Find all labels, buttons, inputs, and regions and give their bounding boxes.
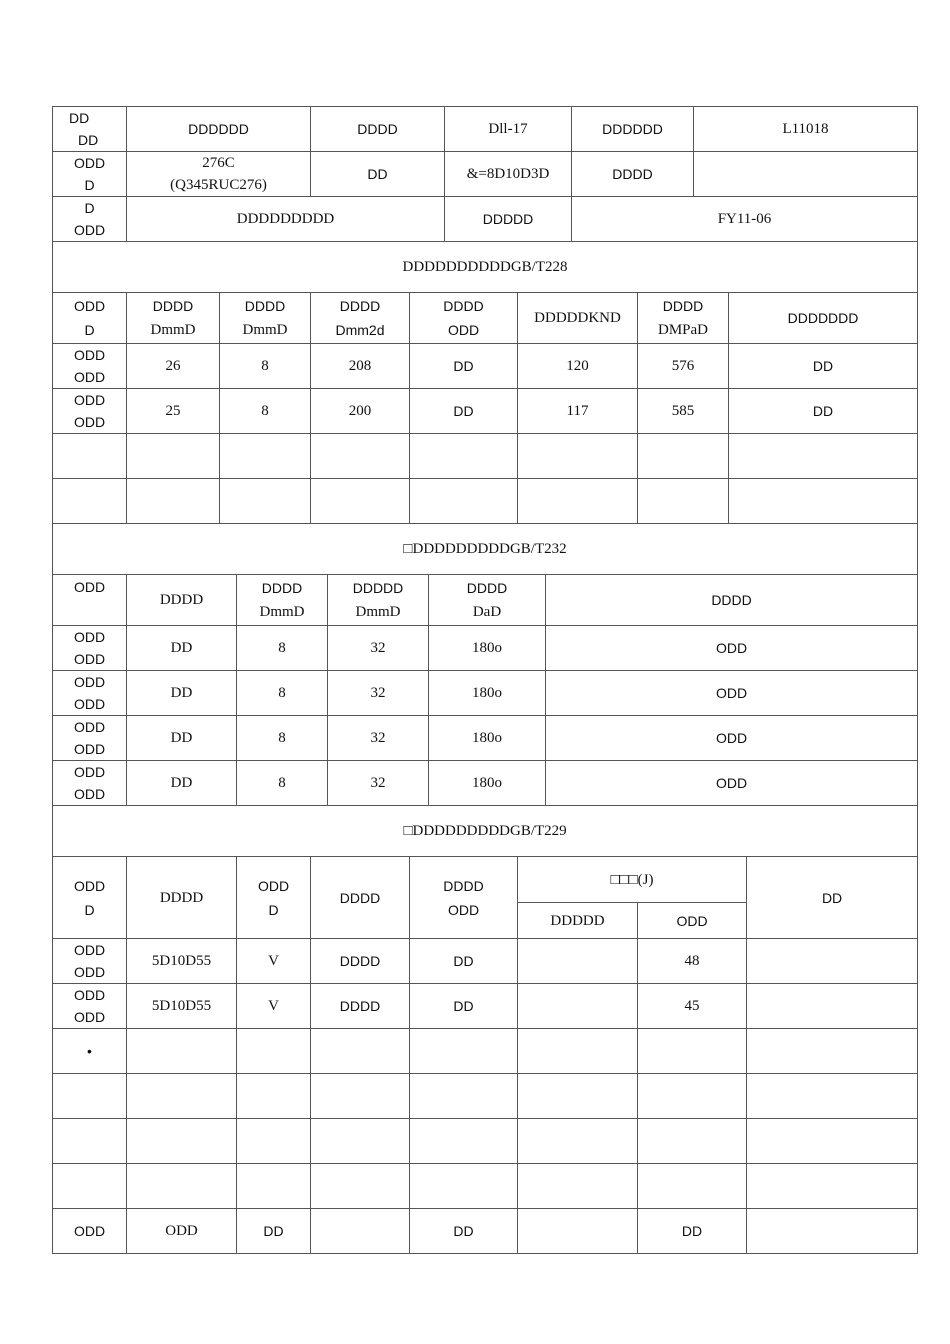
thickness-value: &=8D10D3D: [445, 152, 572, 197]
table-cell: 117: [518, 389, 638, 434]
signature-cell: DD: [237, 1209, 311, 1254]
empty-cell: [518, 434, 638, 479]
cell-line: ODD: [73, 964, 106, 980]
table-cell: DD: [127, 671, 237, 716]
tensile-header-row: [53, 293, 918, 344]
impact-col-header: [53, 857, 127, 939]
empty-row: [53, 1029, 918, 1074]
table-cell: [53, 671, 127, 716]
col-header-line: DDDD: [152, 298, 194, 314]
table-cell: 200: [311, 389, 410, 434]
table-row: [53, 939, 918, 984]
header-label: DDDD: [572, 152, 694, 197]
empty-cell: [53, 434, 127, 479]
cell-line: ODD: [73, 347, 106, 363]
col-header-line: ODD: [73, 298, 106, 314]
table-cell: [53, 984, 127, 1029]
empty-cell: [410, 1119, 518, 1164]
col-header-line: DDDDD: [352, 580, 404, 596]
empty-cell: [747, 1164, 918, 1209]
table-row: [53, 671, 918, 716]
empty-cell: [638, 479, 729, 524]
empty-cell: [311, 1029, 410, 1074]
col-header-line: DDDD: [662, 298, 704, 314]
col-header-line: DMPaD: [657, 322, 708, 338]
col-header-line2: D: [84, 901, 95, 918]
col-header-line: DDDD: [244, 298, 286, 314]
impact-col-header: [410, 857, 518, 939]
table-cell: DD: [410, 389, 518, 434]
bullet-mark: •: [53, 1029, 127, 1074]
impact-col-header: DD: [747, 857, 918, 939]
empty-cell: [53, 1119, 127, 1164]
col-header-line: DDDD: [466, 580, 508, 596]
table-cell: DDDD: [311, 939, 410, 984]
empty-cell: [311, 434, 410, 479]
table-cell: [518, 939, 638, 984]
table-cell: 32: [328, 626, 429, 671]
cell-line: ODD: [73, 369, 106, 385]
col-header-line2: ODD: [447, 901, 480, 918]
col-header-line: DmmD: [259, 604, 305, 620]
empty-cell: [518, 1119, 638, 1164]
header-label-cell: [53, 152, 127, 197]
material-grade-line1: 276C: [202, 155, 235, 171]
table-cell: 8: [220, 344, 311, 389]
cell-line: ODD: [73, 392, 106, 408]
table-cell: [53, 761, 127, 806]
empty-cell: [127, 1074, 237, 1119]
table-cell: [53, 626, 127, 671]
table-cell: DD: [410, 984, 518, 1029]
table-cell: 32: [328, 761, 429, 806]
table-cell: 208: [311, 344, 410, 389]
table-cell: DD: [127, 626, 237, 671]
table-cell: 26: [127, 344, 220, 389]
col-header-line: DmmD: [242, 322, 288, 338]
signature-cell: DD: [410, 1209, 518, 1254]
col-header-line: DDDD: [339, 298, 381, 314]
table-cell: 8: [237, 716, 328, 761]
empty-cell: [237, 1164, 311, 1209]
header-label-line1: DD: [69, 110, 90, 126]
empty-row: [53, 479, 918, 524]
signature-cell: [311, 1209, 410, 1254]
table-cell: ODD: [546, 761, 918, 806]
table-row: [53, 344, 918, 389]
table-cell: DD: [410, 939, 518, 984]
empty-cell: [410, 479, 518, 524]
empty-cell: [747, 1074, 918, 1119]
bend-col-header: [53, 575, 127, 626]
signature-cell: [747, 1209, 918, 1254]
impact-col-header: DDDD: [127, 857, 237, 939]
cell-line: ODD: [73, 764, 106, 780]
empty-cell: [747, 1119, 918, 1164]
signature-cell: ODD: [53, 1209, 127, 1254]
empty-cell: [729, 479, 918, 524]
table-cell: DDDD: [311, 984, 410, 1029]
empty-cell: [747, 1029, 918, 1074]
header-label: DDDDD: [445, 197, 572, 242]
signature-cell: [518, 1209, 638, 1254]
table-cell: 32: [328, 671, 429, 716]
empty-cell: [638, 1164, 747, 1209]
tensile-col-header: [127, 293, 220, 344]
empty-cell: [638, 1029, 747, 1074]
tensile-col-header: [518, 293, 638, 344]
cell-line: ODD: [73, 786, 106, 802]
empty-cell: [220, 434, 311, 479]
header-label: DD: [311, 152, 445, 197]
empty-cell: [53, 1074, 127, 1119]
col-header-line: DDDDDKND: [534, 310, 621, 326]
impact-col-header: DDDD: [311, 857, 410, 939]
impact-col-header: [237, 857, 311, 939]
table-cell: 180o: [429, 626, 546, 671]
col-header-line: DDDD: [261, 580, 303, 596]
header-label: DDDDDD: [572, 107, 694, 152]
empty-cell: [638, 1119, 747, 1164]
empty-cell: [53, 1164, 127, 1209]
impact-energy-header: □□□(J): [518, 857, 747, 903]
empty-cell: [237, 1119, 311, 1164]
col-header-line1: DDDD: [443, 877, 484, 894]
table-cell: ODD: [546, 671, 918, 716]
impact-table: [52, 805, 918, 1254]
table-row: [53, 626, 918, 671]
col-header-line1: ODD: [257, 877, 290, 894]
empty-cell: [638, 1074, 747, 1119]
empty-cell: [311, 1074, 410, 1119]
col-header-line: DDDD: [443, 298, 484, 314]
report-page: [52, 106, 917, 1254]
empty-row: [53, 1119, 918, 1164]
table-cell: 5D10D55: [127, 984, 237, 1029]
bend-table: [52, 523, 918, 806]
table-cell: DD: [127, 716, 237, 761]
table-cell: [53, 389, 127, 434]
empty-cell: [410, 434, 518, 479]
col-header-line: DaD: [472, 604, 502, 620]
table-cell: V: [237, 984, 311, 1029]
empty-cell: [127, 434, 220, 479]
empty-cell: [518, 479, 638, 524]
table-cell: V: [237, 939, 311, 984]
header-label: DDDD: [311, 107, 445, 152]
table-row: [53, 761, 918, 806]
bend-section-title: □DDDDDDDDDGB/T232: [53, 524, 918, 575]
empty-cell: [237, 1029, 311, 1074]
bend-col-header: [546, 575, 918, 626]
bend-col-header: [127, 575, 237, 626]
col-header-line: DmmD: [150, 322, 196, 338]
table-cell: [53, 939, 127, 984]
header-empty: [694, 152, 918, 197]
table-cell: 8: [237, 671, 328, 716]
cell-line: ODD: [73, 629, 106, 645]
table-cell: ODD: [546, 716, 918, 761]
tensile-col-header: [729, 293, 918, 344]
header-value: Dll-17: [445, 107, 572, 152]
table-cell: 8: [237, 626, 328, 671]
tensile-col-header: [220, 293, 311, 344]
col-header-line: DmmD: [355, 604, 401, 620]
empty-cell: [729, 434, 918, 479]
cell-line: ODD: [73, 987, 106, 1003]
tensile-col-header: [311, 293, 410, 344]
table-cell: 48: [638, 939, 747, 984]
col-header-line: DDDD: [159, 592, 204, 608]
tensile-col-header: [638, 293, 729, 344]
empty-cell: [410, 1074, 518, 1119]
tensile-table: [52, 241, 918, 524]
col-header-line1: ODD: [73, 877, 106, 894]
tensile-body: [53, 344, 918, 524]
header-label-cell: [53, 107, 127, 152]
empty-cell: [127, 1119, 237, 1164]
table-row: [53, 984, 918, 1029]
bend-col-header: [237, 575, 328, 626]
signature-cell: ODD: [127, 1209, 237, 1254]
table-row: [53, 716, 918, 761]
header-label-cell: [53, 197, 127, 242]
header-label-line2: DD: [78, 132, 99, 148]
col-header-line: DDDD: [711, 592, 752, 608]
table-cell: DD: [729, 344, 918, 389]
header-label-line2: ODD: [73, 222, 106, 238]
bend-col-header: [429, 575, 546, 626]
header-value: DDDDDD: [127, 107, 311, 152]
table-cell: [53, 716, 127, 761]
empty-row: [53, 1074, 918, 1119]
table-cell: 8: [237, 761, 328, 806]
material-grade: [127, 152, 311, 197]
cell-line: ODD: [73, 651, 106, 667]
table-cell: 180o: [429, 716, 546, 761]
cell-line: ODD: [73, 719, 106, 735]
cell-line: ODD: [73, 942, 106, 958]
header-value: DDDDDDDDD: [127, 197, 445, 242]
table-cell: 8: [220, 389, 311, 434]
impact-subcol-header: DDDDD: [518, 903, 638, 939]
empty-cell: [638, 434, 729, 479]
col-header-line: Dmm2d: [335, 322, 385, 338]
cell-line: ODD: [73, 414, 106, 430]
table-cell: 180o: [429, 761, 546, 806]
table-cell: [747, 984, 918, 1029]
bend-header-row: [53, 575, 918, 626]
table-cell: 585: [638, 389, 729, 434]
empty-cell: [127, 1164, 237, 1209]
empty-cell: [410, 1164, 518, 1209]
cell-line: ODD: [73, 696, 106, 712]
header-table: [52, 106, 918, 242]
empty-cell: [53, 479, 127, 524]
impact-subcol-header: ODD: [638, 903, 747, 939]
table-cell: 120: [518, 344, 638, 389]
table-cell: 180o: [429, 671, 546, 716]
col-header-line: D: [84, 322, 95, 338]
empty-cell: [518, 1074, 638, 1119]
table-cell: DD: [127, 761, 237, 806]
table-cell: 32: [328, 716, 429, 761]
empty-row: [53, 434, 918, 479]
empty-cell: [518, 1029, 638, 1074]
col-header-line: ODD: [447, 322, 480, 338]
header-label-line2: D: [84, 177, 95, 193]
col-header-line2: D: [268, 901, 279, 918]
bend-col-header: [328, 575, 429, 626]
col-header-line: DDDDDDD: [787, 310, 859, 326]
empty-cell: [410, 1029, 518, 1074]
table-cell: DD: [410, 344, 518, 389]
cell-line: ODD: [73, 674, 106, 690]
empty-row: [53, 1164, 918, 1209]
header-label-line1: ODD: [73, 155, 106, 171]
table-cell: [518, 984, 638, 1029]
table-cell: [53, 344, 127, 389]
empty-cell: [220, 479, 311, 524]
table-cell: 5D10D55: [127, 939, 237, 984]
empty-cell: [311, 1164, 410, 1209]
table-cell: ODD: [546, 626, 918, 671]
procedure-number: FY11-06: [572, 197, 918, 242]
bend-body: [53, 626, 918, 806]
empty-cell: [518, 1164, 638, 1209]
impact-section-title: □DDDDDDDDDGB/T229: [53, 806, 918, 857]
tensile-section-title: DDDDDDDDDDGB/T228: [53, 242, 918, 293]
col-header-line: ODD: [73, 579, 106, 595]
cell-line: ODD: [73, 741, 106, 757]
material-grade-line2: (Q345RUC276): [170, 177, 267, 193]
table-row: [53, 389, 918, 434]
table-cell: 576: [638, 344, 729, 389]
tensile-col-header: [53, 293, 127, 344]
table-cell: DD: [729, 389, 918, 434]
empty-cell: [237, 1074, 311, 1119]
signature-row: [53, 1209, 918, 1254]
table-cell: 25: [127, 389, 220, 434]
cell-line: ODD: [73, 1009, 106, 1025]
empty-cell: [127, 1029, 237, 1074]
empty-cell: [127, 479, 220, 524]
empty-cell: [311, 1119, 410, 1164]
table-cell: 45: [638, 984, 747, 1029]
report-number: L11018: [694, 107, 918, 152]
impact-body: [53, 939, 918, 1254]
signature-cell: DD: [638, 1209, 747, 1254]
header-label-line1: D: [84, 200, 95, 216]
empty-cell: [311, 479, 410, 524]
table-cell: [747, 939, 918, 984]
tensile-col-header: [410, 293, 518, 344]
